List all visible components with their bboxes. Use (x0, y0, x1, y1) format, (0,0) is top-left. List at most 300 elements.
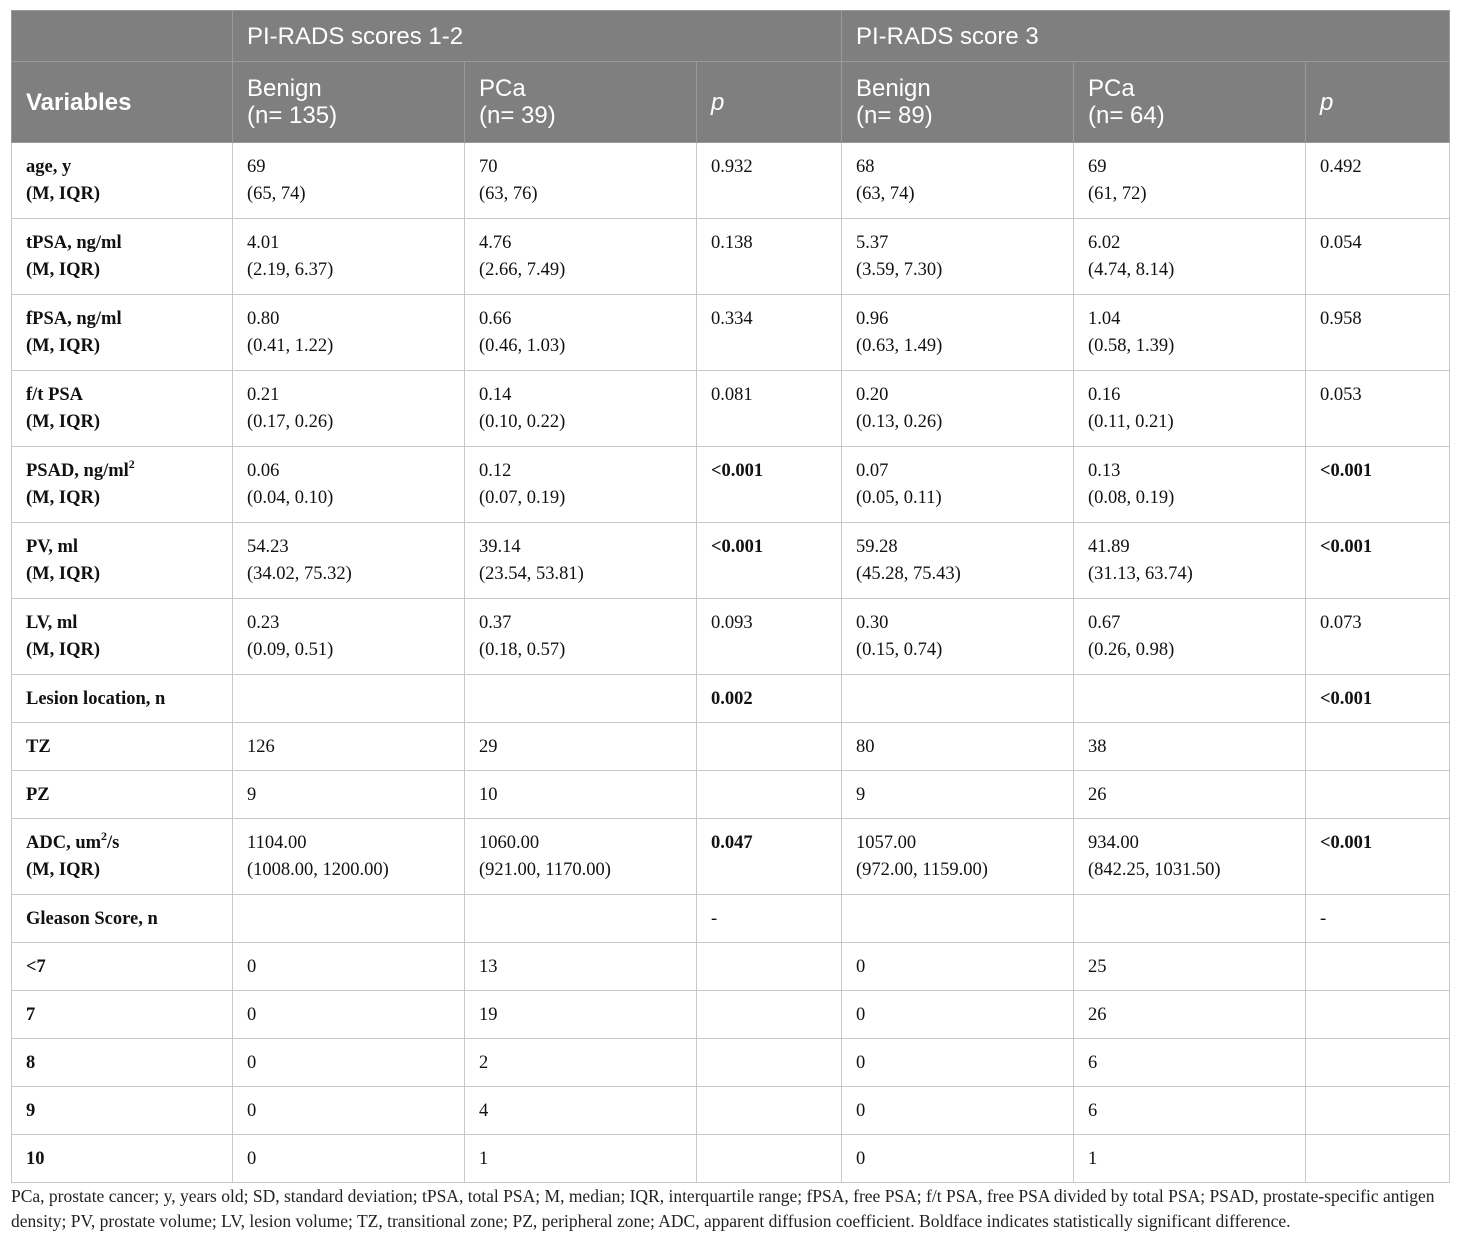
pca-2-cell (1074, 771, 1306, 819)
benign-1-cell (233, 991, 465, 1039)
pca-2-iqr: (0.26, 0.98) (1088, 640, 1175, 660)
p-2-cell (1306, 895, 1450, 943)
pca-2-value: 69 (1088, 157, 1107, 177)
group-header-pirads-1-2: PI-RADS scores 1-2 (233, 11, 842, 62)
pca-2-cell (1074, 991, 1306, 1039)
pca-2-cell (1074, 1039, 1306, 1087)
variable-cell (12, 771, 233, 819)
pca-1-cell (465, 943, 697, 991)
benign-1-cell (233, 143, 465, 219)
p-1-cell (697, 1087, 842, 1135)
benign-2-iqr: (972.00, 1159.00) (856, 860, 988, 880)
group-header-pirads-3: PI-RADS score 3 (842, 11, 1450, 62)
variable-cell (12, 819, 233, 895)
pca-2-cell (1074, 523, 1306, 599)
variable-cell (12, 1087, 233, 1135)
p-2-value: 0.053 (1320, 385, 1362, 405)
table-row (12, 295, 1450, 371)
benign-2-cell (842, 219, 1074, 295)
benign-2-value: 0.96 (856, 309, 889, 329)
variable-cell (12, 599, 233, 675)
benign-1-cell (233, 819, 465, 895)
p-1-cell (697, 599, 842, 675)
p-2-value: 0.073 (1320, 613, 1362, 633)
benign-1-value: 4.01 (247, 233, 280, 253)
pca-1-iqr: (0.10, 0.22) (479, 412, 566, 432)
benign-2-value: 0.07 (856, 461, 889, 481)
benign-1-iqr: (2.19, 6.37) (247, 260, 334, 280)
pca-2-value: 6.02 (1088, 233, 1121, 253)
p-value-header: p (697, 62, 842, 143)
pca-2-iqr: (0.11, 0.21) (1088, 412, 1174, 432)
table-row (12, 371, 1450, 447)
p-1-value: 0.002 (711, 689, 753, 709)
p-1-cell (697, 771, 842, 819)
p-1-cell (697, 371, 842, 447)
column-header-row (12, 62, 1450, 143)
p-2-cell (1306, 295, 1450, 371)
variable-name: tPSA, ng/ml (26, 233, 122, 253)
benign-2-cell (842, 295, 1074, 371)
benign-2-cell (842, 1039, 1074, 1087)
benign-2-iqr: (0.05, 0.11) (856, 488, 942, 508)
pca-2-value: 41.89 (1088, 537, 1130, 557)
benign-1-value: 0 (247, 1053, 257, 1073)
variable-label (26, 1146, 218, 1173)
table-row (12, 895, 1450, 943)
p-1-cell (697, 675, 842, 723)
table-row (12, 675, 1450, 723)
p-2-cell (1306, 371, 1450, 447)
p-2-cell (1306, 991, 1450, 1039)
pca-1-value: 39.14 (479, 537, 521, 557)
benign-2-cell (842, 943, 1074, 991)
benign-2-cell (842, 675, 1074, 723)
pca-1-value: 4 (479, 1101, 489, 1121)
pca-2-cell (1074, 599, 1306, 675)
benign-2-value: 68 (856, 157, 875, 177)
pca-2-cell (1074, 143, 1306, 219)
benign-2-cell (842, 895, 1074, 943)
benign-2-iqr: (63, 74) (856, 184, 915, 204)
p-1-cell (697, 819, 842, 895)
benign-2-value: 0.30 (856, 613, 889, 633)
benign-1-cell (233, 1087, 465, 1135)
table-row (12, 1135, 1450, 1183)
column-header-count: (n= 89) (856, 102, 933, 129)
pca-2-value: 38 (1088, 737, 1107, 757)
variable-name: PZ (26, 785, 50, 805)
pca-1-value: 1 (479, 1149, 489, 1169)
p-2-cell (1306, 143, 1450, 219)
table-row (12, 819, 1450, 895)
benign-1-value: 0.23 (247, 613, 280, 633)
p-1-value: <0.001 (711, 537, 764, 557)
blank-corner-cell (12, 11, 233, 62)
benign-1-cell (233, 371, 465, 447)
pca-2-value: 0.13 (1088, 461, 1121, 481)
p-1-cell (697, 295, 842, 371)
p-2-cell (1306, 771, 1450, 819)
column-header-label: Benign (856, 75, 931, 102)
pca-1-cell (465, 991, 697, 1039)
variable-stat-label: (M, IQR) (26, 336, 100, 356)
variable-stat-label: (M, IQR) (26, 260, 100, 280)
benign-1-cell (233, 771, 465, 819)
p-1-cell (697, 991, 842, 1039)
variable-label (26, 382, 218, 409)
variable-stat-label: (M, IQR) (26, 412, 100, 432)
benign-2-cell (842, 771, 1074, 819)
variable-cell (12, 675, 233, 723)
benign-1-iqr: (65, 74) (247, 184, 306, 204)
variable-name: 8 (26, 1053, 36, 1073)
variable-label (26, 230, 218, 257)
benign-2-cell (842, 599, 1074, 675)
pca-1-cell (465, 1039, 697, 1087)
p-1-cell (697, 523, 842, 599)
p-2-value: 0.958 (1320, 309, 1362, 329)
benign-2-value: 0 (856, 1149, 866, 1169)
p-2-cell (1306, 1135, 1450, 1183)
benign-1-cell (233, 1039, 465, 1087)
pca-2-value: 0.67 (1088, 613, 1121, 633)
benign-1-cell (233, 1135, 465, 1183)
p-2-cell (1306, 599, 1450, 675)
variable-stat-label: (M, IQR) (26, 184, 100, 204)
pca-2-iqr: (842.25, 1031.50) (1088, 860, 1221, 880)
p-2-value: 0.054 (1320, 233, 1362, 253)
pca-1-cell (465, 295, 697, 371)
benign-2-value: 80 (856, 737, 875, 757)
p-2-cell (1306, 943, 1450, 991)
p-2-cell (1306, 675, 1450, 723)
variable-cell (12, 1135, 233, 1183)
pca-2-value: 26 (1088, 785, 1107, 805)
table-row (12, 523, 1450, 599)
column-header-label: Benign (247, 75, 322, 102)
pca-1-cell (465, 1087, 697, 1135)
variable-label (26, 954, 218, 981)
results-table-container (11, 10, 1449, 1183)
variable-name: <7 (26, 957, 46, 977)
table-row (12, 219, 1450, 295)
pca-2-iqr: (61, 72) (1088, 184, 1147, 204)
benign-2-cell (842, 143, 1074, 219)
pca-2-cell (1074, 371, 1306, 447)
variable-label (26, 782, 218, 809)
p-2-cell (1306, 447, 1450, 523)
variable-name: PV, ml (26, 537, 79, 557)
variable-label (26, 1098, 218, 1125)
variable-label (26, 154, 218, 181)
pca-2-cell (1074, 219, 1306, 295)
p-1-value: 0.932 (711, 157, 753, 177)
benign-2-value: 0 (856, 1053, 866, 1073)
variable-stat-label: (M, IQR) (26, 488, 100, 508)
p-2-value: <0.001 (1320, 689, 1373, 709)
variable-name: PSAD, ng/ml (26, 461, 129, 481)
benign-1-value: 69 (247, 157, 266, 177)
variable-name: f/t PSA (26, 385, 84, 405)
pca-1-cell (465, 723, 697, 771)
benign-1-cell (233, 675, 465, 723)
unit-superscript: 2 (128, 456, 135, 471)
benign-2-cell (842, 819, 1074, 895)
benign-2-value: 59.28 (856, 537, 898, 557)
benign-2-iqr: (0.15, 0.74) (856, 640, 943, 660)
pca-1-value: 1060.00 (479, 833, 540, 853)
benign-1-value: 0 (247, 1005, 257, 1025)
table-row (12, 943, 1450, 991)
pca-2-value: 6 (1088, 1053, 1098, 1073)
variable-label (26, 534, 218, 561)
benign-2-iqr: (0.13, 0.26) (856, 412, 943, 432)
p-1-cell (697, 219, 842, 295)
variable-cell (12, 991, 233, 1039)
p-1-cell (697, 895, 842, 943)
pca-2-cell (1074, 675, 1306, 723)
pca-1-value: 0.14 (479, 385, 512, 405)
variable-name: Gleason Score, n (26, 909, 158, 929)
pca-1-value: 0.37 (479, 613, 512, 633)
group-header-row (12, 11, 1450, 62)
variable-name: age, y (26, 157, 72, 177)
p-1-value: 0.334 (711, 309, 753, 329)
pca-2-value: 1 (1088, 1149, 1098, 1169)
pca-2-cell (1074, 1135, 1306, 1183)
pca-2-iqr: (0.58, 1.39) (1088, 336, 1175, 356)
p-value-header: p (1306, 62, 1450, 143)
p-2-value: <0.001 (1320, 833, 1373, 853)
variable-cell (12, 943, 233, 991)
column-header (842, 62, 1074, 143)
variable-cell (12, 295, 233, 371)
variable-name: 7 (26, 1005, 36, 1025)
variable-label (26, 458, 218, 485)
p-1-cell (697, 1039, 842, 1087)
pca-2-value: 934.00 (1088, 833, 1139, 853)
benign-1-iqr: (34.02, 75.32) (247, 564, 352, 584)
benign-1-value: 54.23 (247, 537, 289, 557)
pca-1-cell (465, 371, 697, 447)
benign-1-value: 1104.00 (247, 833, 307, 853)
p-2-cell (1306, 219, 1450, 295)
benign-2-cell (842, 723, 1074, 771)
pca-1-value: 4.76 (479, 233, 512, 253)
variable-label (26, 306, 218, 333)
pca-1-iqr: (23.54, 53.81) (479, 564, 584, 584)
table-row (12, 447, 1450, 523)
benign-1-iqr: (0.04, 0.10) (247, 488, 334, 508)
pca-1-cell (465, 675, 697, 723)
variable-stat-label: (M, IQR) (26, 564, 100, 584)
benign-2-value: 1057.00 (856, 833, 917, 853)
table-row (12, 723, 1450, 771)
pca-1-iqr: (63, 76) (479, 184, 538, 204)
benign-1-value: 0.80 (247, 309, 280, 329)
pca-1-iqr: (2.66, 7.49) (479, 260, 566, 280)
p-2-cell (1306, 1039, 1450, 1087)
benign-2-cell (842, 991, 1074, 1039)
variable-cell (12, 523, 233, 599)
pca-1-value: 29 (479, 737, 498, 757)
variable-name: 9 (26, 1101, 36, 1121)
pca-2-value: 26 (1088, 1005, 1107, 1025)
pca-1-value: 10 (479, 785, 498, 805)
variable-label (26, 830, 218, 857)
benign-2-iqr: (45.28, 75.43) (856, 564, 961, 584)
p-2-value: <0.001 (1320, 537, 1373, 557)
p-1-cell (697, 1135, 842, 1183)
table-row (12, 599, 1450, 675)
pca-2-cell (1074, 819, 1306, 895)
table-header (12, 11, 1450, 143)
p-2-value: - (1320, 909, 1327, 929)
benign-1-cell (233, 447, 465, 523)
pca-1-cell (465, 895, 697, 943)
benign-1-iqr: (0.41, 1.22) (247, 336, 334, 356)
pca-2-cell (1074, 1087, 1306, 1135)
variable-name: ADC, um (26, 833, 102, 853)
table-row (12, 991, 1450, 1039)
variables-header: Variables (12, 62, 233, 143)
benign-2-value: 0 (856, 957, 866, 977)
benign-1-value: 0 (247, 1149, 257, 1169)
benign-2-iqr: (0.63, 1.49) (856, 336, 943, 356)
variable-name: Lesion location, n (26, 689, 166, 709)
p-2-value: 0.492 (1320, 157, 1362, 177)
column-header (233, 62, 465, 143)
pca-1-cell (465, 599, 697, 675)
benign-1-value: 9 (247, 785, 257, 805)
benign-2-iqr: (3.59, 7.30) (856, 260, 943, 280)
pca-1-cell (465, 523, 697, 599)
benign-1-value: 126 (247, 737, 275, 757)
benign-1-value: 0 (247, 957, 257, 977)
pca-1-value: 13 (479, 957, 498, 977)
variable-label (26, 906, 218, 933)
benign-1-value: 0.21 (247, 385, 280, 405)
benign-2-value: 5.37 (856, 233, 889, 253)
p-2-cell (1306, 1087, 1450, 1135)
benign-2-value: 0.20 (856, 385, 889, 405)
pca-1-cell (465, 219, 697, 295)
variable-cell (12, 895, 233, 943)
column-header-label: PCa (1088, 75, 1135, 102)
benign-1-cell (233, 723, 465, 771)
results-table (11, 10, 1450, 1183)
benign-2-value: 9 (856, 785, 866, 805)
benign-1-cell (233, 895, 465, 943)
pca-1-value: 19 (479, 1005, 498, 1025)
p-2-cell (1306, 819, 1450, 895)
pca-1-value: 70 (479, 157, 498, 177)
benign-1-cell (233, 523, 465, 599)
column-header-label: PCa (479, 75, 526, 102)
variable-name: LV, ml (26, 613, 78, 633)
p-1-value: 0.138 (711, 233, 753, 253)
p-2-cell (1306, 723, 1450, 771)
pca-1-iqr: (0.18, 0.57) (479, 640, 566, 660)
variable-name: fPSA, ng/ml (26, 309, 122, 329)
pca-2-value: 25 (1088, 957, 1107, 977)
table-body (12, 143, 1450, 1183)
benign-2-value: 0 (856, 1101, 866, 1121)
table-row (12, 771, 1450, 819)
table-row (12, 143, 1450, 219)
column-header (465, 62, 697, 143)
p-1-cell (697, 943, 842, 991)
p-1-value: 0.047 (711, 833, 753, 853)
variable-cell (12, 219, 233, 295)
pca-1-iqr: (0.46, 1.03) (479, 336, 566, 356)
pca-1-cell (465, 447, 697, 523)
variable-stat-label: (M, IQR) (26, 860, 100, 880)
pca-1-value: 0.66 (479, 309, 512, 329)
table-footnote: PCa, prostate cancer; y, years old; SD, standard deviation; tPSA, total PSA; M, median; IQR, interquartile range; fPSA, free PSA; f/t PSA, free PSA divided by total PSA; PSAD, prostate-specific antigen density; PV, prostate volume; LV, lesion volume; TZ, transitional zone; PZ, peripheral zone; ADC, apparent diffusion coefficient. Boldface indicates statistically significant difference. (11, 1186, 1435, 1231)
benign-1-value: 0.06 (247, 461, 280, 481)
p-1-value: - (711, 909, 718, 929)
pca-1-cell (465, 771, 697, 819)
p-1-value: <0.001 (711, 461, 764, 481)
column-header-count: (n= 39) (479, 102, 556, 129)
pca-1-value: 0.12 (479, 461, 512, 481)
pca-2-iqr: (0.08, 0.19) (1088, 488, 1175, 508)
benign-1-cell (233, 599, 465, 675)
p-1-cell (697, 143, 842, 219)
p-1-cell (697, 447, 842, 523)
benign-1-iqr: (1008.00, 1200.00) (247, 860, 389, 880)
p-1-cell (697, 723, 842, 771)
benign-1-cell (233, 943, 465, 991)
benign-2-cell (842, 523, 1074, 599)
pca-2-cell (1074, 943, 1306, 991)
benign-1-cell (233, 295, 465, 371)
variable-cell (12, 1039, 233, 1087)
pca-1-iqr: (0.07, 0.19) (479, 488, 566, 508)
pca-2-cell (1074, 723, 1306, 771)
pca-1-value: 2 (479, 1053, 489, 1073)
pca-1-cell (465, 1135, 697, 1183)
variable-stat-label: (M, IQR) (26, 640, 100, 660)
p-2-cell (1306, 523, 1450, 599)
benign-1-value: 0 (247, 1101, 257, 1121)
column-header-count: (n= 135) (247, 102, 338, 129)
pca-1-iqr: (921.00, 1170.00) (479, 860, 611, 880)
pca-2-cell (1074, 295, 1306, 371)
variable-label (26, 1050, 218, 1077)
pca-2-value: 0.16 (1088, 385, 1121, 405)
unit-tail: /s (107, 833, 120, 853)
benign-1-cell (233, 219, 465, 295)
pca-2-cell (1074, 895, 1306, 943)
column-header (1074, 62, 1306, 143)
pca-2-value: 6 (1088, 1101, 1098, 1121)
pca-2-iqr: (4.74, 8.14) (1088, 260, 1175, 280)
variable-name: TZ (26, 737, 51, 757)
column-header-count: (n= 64) (1088, 102, 1165, 129)
pca-2-cell (1074, 447, 1306, 523)
p-1-value: 0.093 (711, 613, 753, 633)
variable-label (26, 610, 218, 637)
benign-2-cell (842, 371, 1074, 447)
p-2-value: <0.001 (1320, 461, 1373, 481)
variable-cell (12, 723, 233, 771)
benign-2-value: 0 (856, 1005, 866, 1025)
variable-cell (12, 371, 233, 447)
variable-label (26, 686, 218, 713)
